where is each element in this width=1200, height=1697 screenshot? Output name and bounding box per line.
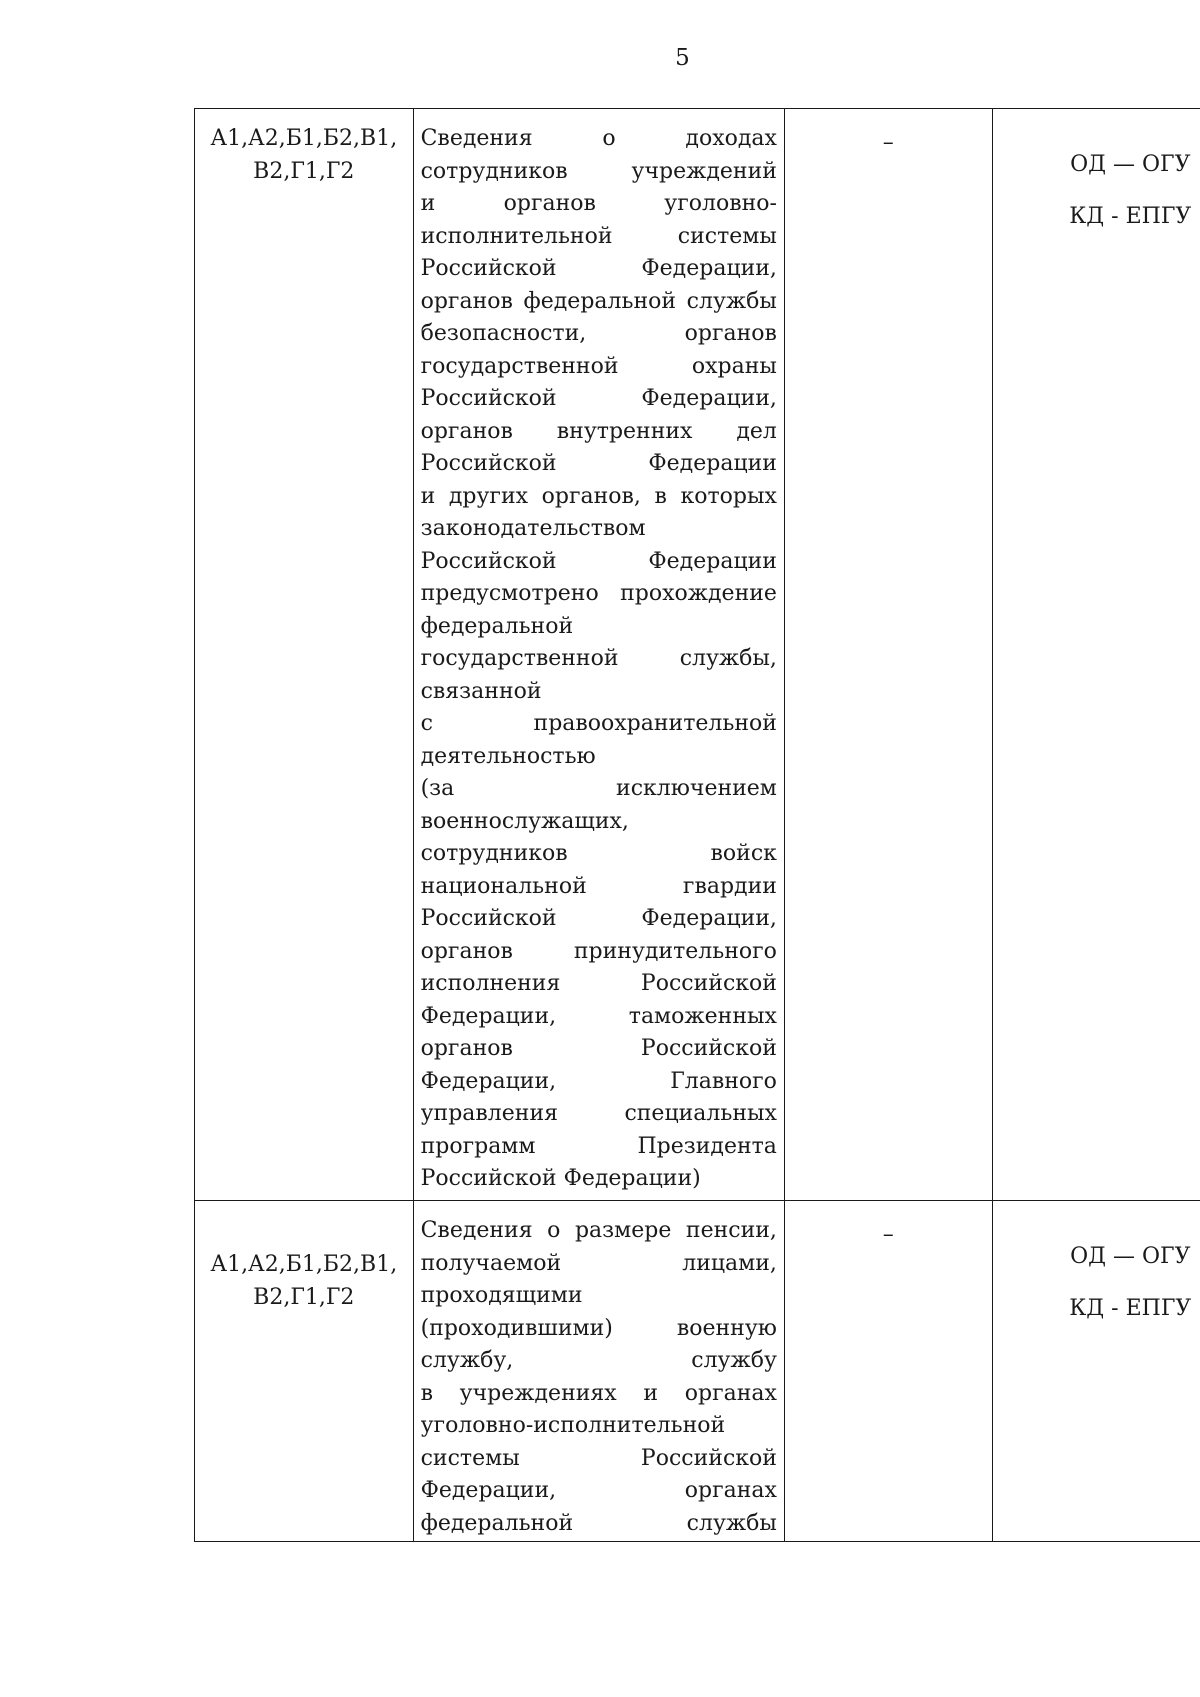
description-line: (проходившими) военную — [420, 1315, 777, 1341]
source-od: ОД — ОГУ — [1070, 152, 1191, 177]
description-line: федеральной службы — [420, 1510, 777, 1536]
table-row — [195, 1201, 1200, 1541]
description-line: сотрудников учреждений — [420, 158, 777, 184]
description-line: Российской Федерации, — [420, 906, 777, 931]
description-line: законодательством — [420, 516, 646, 541]
description-line: исполнения Российской — [420, 971, 777, 996]
description-cell — [414, 109, 785, 1200]
description-line: исполнительной системы — [420, 223, 777, 249]
page-number: 5 — [675, 45, 690, 71]
description-line: с правоохранительной — [420, 711, 777, 736]
data-table — [194, 108, 1200, 1542]
description-line: Сведения о доходах — [420, 126, 777, 151]
description-line: Российской Федерации — [420, 451, 777, 476]
description-line: органов внутренних дел — [420, 418, 777, 444]
description-line: проходящими — [420, 1283, 583, 1308]
description-line: программ Президента — [420, 1133, 777, 1159]
description-line: в учреждениях и органах — [420, 1380, 777, 1406]
description-line: органов принудительного — [420, 938, 777, 964]
description-line: и других органов, в которых — [420, 483, 777, 509]
dash-cell — [785, 109, 993, 1200]
category-cell — [195, 109, 414, 1200]
description-line: получаемой лицами, — [420, 1250, 777, 1276]
description-line: Российской Федерации, — [420, 256, 777, 281]
category-line: А1,А2,Б1,Б2,В1, — [210, 1252, 398, 1277]
description-line: управления специальных — [420, 1101, 777, 1126]
description-line: безопасности, органов — [420, 321, 777, 346]
description-line: деятельностью — [420, 743, 596, 769]
description-line: государственной охраны — [420, 353, 777, 379]
description-line: связанной — [420, 678, 542, 704]
description-line: (за исключением — [420, 776, 777, 801]
category-line: В2,Г1,Г2 — [253, 158, 355, 184]
category-line: В2,Г1,Г2 — [253, 1284, 355, 1310]
description-line: Российской Федерации) — [420, 1166, 701, 1191]
description-line: системы Российской — [420, 1445, 777, 1471]
category-line: А1,А2,Б1,Б2,В1, — [210, 126, 398, 151]
description-line: Сведения о размере пенсии, — [420, 1218, 777, 1243]
dash-value: – — [882, 130, 894, 155]
description-line: Российской Федерации — [420, 548, 777, 574]
description-line: Российской Федерации, — [420, 386, 777, 411]
description-line: Федерации, Главного — [420, 1068, 777, 1094]
description-line: Федерации, таможенных — [420, 1003, 777, 1029]
description-line: Федерации, органах — [420, 1478, 777, 1503]
description-line: государственной службы, — [420, 646, 777, 671]
description-line: сотрудников войск — [420, 841, 777, 866]
source-cell — [993, 109, 1200, 1200]
description-line: федеральной — [420, 613, 574, 639]
category-cell — [195, 1201, 414, 1541]
description-line: военнослужащих, — [420, 808, 629, 834]
description-line: органов Российской — [420, 1036, 777, 1061]
description-line: национальной гвардии — [420, 873, 777, 899]
source-cell — [993, 1201, 1200, 1541]
table-row — [195, 109, 1200, 1201]
description-line: уголовно-исполнительной — [420, 1413, 726, 1438]
source-od: ОД — ОГУ — [1070, 1244, 1191, 1269]
description-line: и органов уголовно- — [420, 191, 777, 216]
dash-cell — [785, 1201, 993, 1541]
source-kd: КД - ЕПГУ — [1069, 204, 1192, 229]
description-cell — [414, 1201, 785, 1541]
description-line: службу, службу — [420, 1348, 777, 1373]
description-line: органов федеральной службы — [420, 288, 777, 314]
dash-value: – — [882, 1222, 894, 1247]
description-line: предусмотрено прохождение — [420, 581, 777, 606]
source-kd: КД - ЕПГУ — [1069, 1296, 1192, 1321]
